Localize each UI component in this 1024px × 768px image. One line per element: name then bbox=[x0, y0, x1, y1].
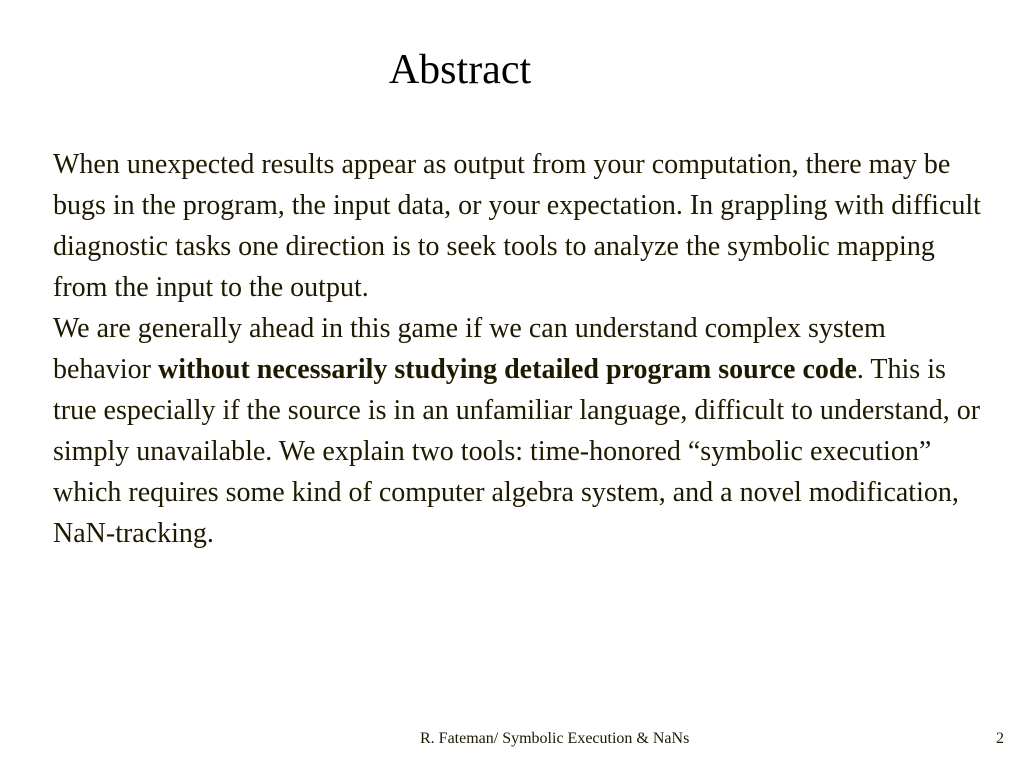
paragraph-2-intro: We are generally ahead in this game if we can understand complex system behavior bbox=[53, 313, 886, 385]
abstract-paragraph-2 bbox=[53, 308, 988, 554]
page-number: 2 bbox=[996, 730, 1004, 747]
paragraph-2-rest: . This is true especially if the source is in an unfamiliar language, difficult to understand, or simply unavailable. We explain two tools: time-honored “symbolic execution” which requires some kind of computer algebra system, and a novel modification, NaN-tracking. bbox=[53, 354, 981, 549]
abstract-paragraph-1: When unexpected results appear as output from your computation, there may be bugs in the program, the input data, or your expectation. In grappling with difficult diagnostic tasks one direction is to seek tools to analyze the symbolic mapping from the input to the output. bbox=[53, 149, 981, 303]
slide-title: Abstract bbox=[388, 47, 532, 93]
abstract-body bbox=[53, 144, 988, 554]
footer-label: R. Fateman/ Symbolic Execution & NaNs bbox=[420, 730, 690, 747]
paragraph-2-emphasis: without necessarily studying detailed program source code bbox=[157, 354, 857, 385]
